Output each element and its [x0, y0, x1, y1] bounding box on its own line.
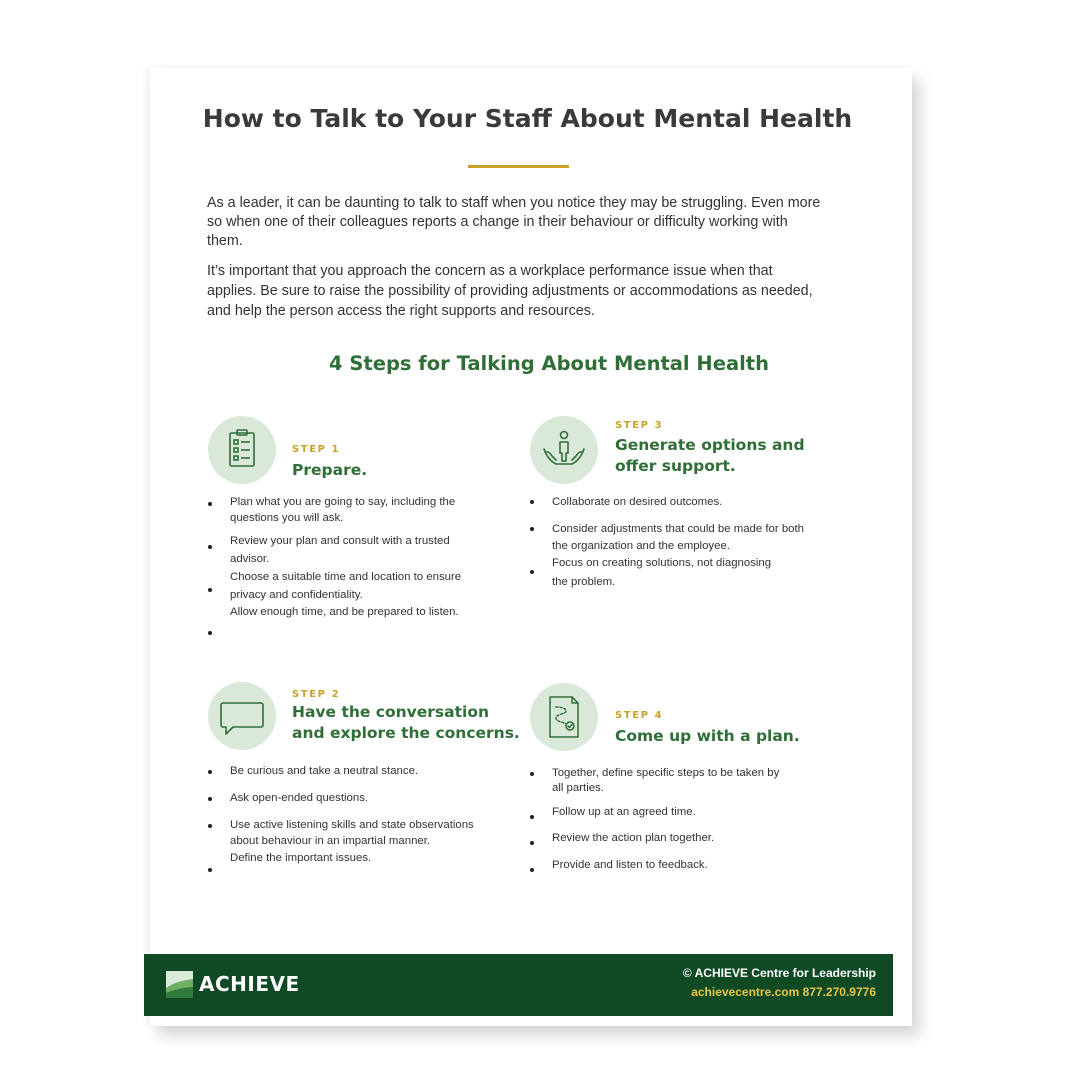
bullet-marker [208, 631, 212, 635]
page-title: How to Talk to Your Staff About Mental Health [202, 104, 853, 133]
step-1-bullet-line: Review your plan and consult with a trusted [230, 535, 450, 547]
step-4-bullet-line: Follow up at an agreed time. [552, 806, 696, 818]
step-2-bullet-line: Use active listening skills and state observations [230, 819, 474, 831]
step-2-bullet-line: Define the important issues. [230, 852, 372, 864]
step-2-bullet-line: Be curious and take a neutral stance. [230, 765, 419, 777]
intro-paragraph-2: It’s important that you approach the concern as a workplace performance issue when that applies. Be sure to raise the possibility of providing adjustments or accommodations as needed, and help the person access the right supports and resources. [207, 263, 813, 319]
bullet-marker [530, 841, 534, 845]
step-3-bullet-line: Collaborate on desired outcomes. [552, 496, 723, 508]
step-1-bullet-line: Plan what you are going to say, including the [230, 496, 456, 508]
bullet-marker [530, 570, 534, 574]
step-4-bullet-line: Together, define specific steps to be taken by [552, 767, 780, 779]
step-1-label: STEP 1 [292, 444, 341, 455]
hands-person-icon [530, 416, 598, 484]
bullet-marker [530, 500, 534, 504]
step-1-bullet-line: advisor. [230, 553, 270, 565]
step-2-label: STEP 2 [292, 689, 341, 700]
footer-copyright: © ACHIEVE Centre for Leadership [682, 966, 876, 980]
plan-map-icon [530, 683, 598, 751]
step-4-label: STEP 4 [615, 710, 664, 721]
step-1-bullet-line: Allow enough time, and be prepared to listen. [230, 606, 459, 618]
footer-logo-text: ACHIEVE [199, 972, 300, 996]
step-3-bullet-line: the problem. [552, 576, 616, 588]
achieve-logo-icon [166, 971, 193, 998]
bullet-marker [208, 545, 212, 549]
intro-paragraph-1: As a leader, it can be daunting to talk to staff when you notice they may be struggling. Even more so when one of their colleagues reports a change in their behaviour or difficulty working with them. [207, 195, 821, 249]
step-1-bullet-line: questions you will ask. [230, 512, 344, 524]
bullet-marker [530, 527, 534, 531]
bullet-marker [208, 770, 212, 774]
bullet-marker [208, 824, 212, 828]
step-4-bullet-line: Provide and listen to feedback. [552, 859, 708, 871]
bullet-marker [530, 772, 534, 776]
bullet-marker [530, 868, 534, 872]
step-4-bullet-line: all parties. [552, 782, 604, 794]
step-2-bullet-line: about behaviour in an impartial manner. [230, 835, 431, 847]
bullet-marker [208, 502, 212, 506]
step-3-bullet-line: Consider adjustments that could be made for both [552, 523, 805, 535]
speech-bubble-icon [208, 682, 276, 750]
step-2-bullet-line: Ask open-ended questions. [230, 792, 369, 804]
title-divider [468, 165, 569, 168]
bullet-marker [208, 588, 212, 592]
bullet-marker [530, 815, 534, 819]
step-3-label: STEP 3 [615, 420, 664, 431]
steps-title: 4 Steps for Talking About Mental Health [329, 352, 769, 375]
footer-contact[interactable]: achievecentre.com 877.270.9776 [691, 985, 876, 999]
step-2-heading: Have the conversation and explore the concerns. [292, 703, 520, 742]
step-1-heading: Prepare. [292, 461, 368, 479]
step-4-bullet-line: Review the action plan together. [552, 832, 715, 844]
bullet-marker [208, 868, 212, 872]
step-3-bullet-line: the organization and the employee. [552, 540, 730, 552]
step-3-bullet-line: Focus on creating solutions, not diagnosing [552, 557, 772, 569]
bullet-marker [208, 797, 212, 801]
step-1-bullet-line: privacy and confidentiality. [230, 589, 363, 601]
step-1-bullet-line: Choose a suitable time and location to ensure [230, 571, 462, 583]
clipboard-icon [208, 416, 276, 484]
step-4-heading: Come up with a plan. [615, 727, 800, 745]
step-3-heading: Generate options and offer support. [615, 436, 805, 475]
